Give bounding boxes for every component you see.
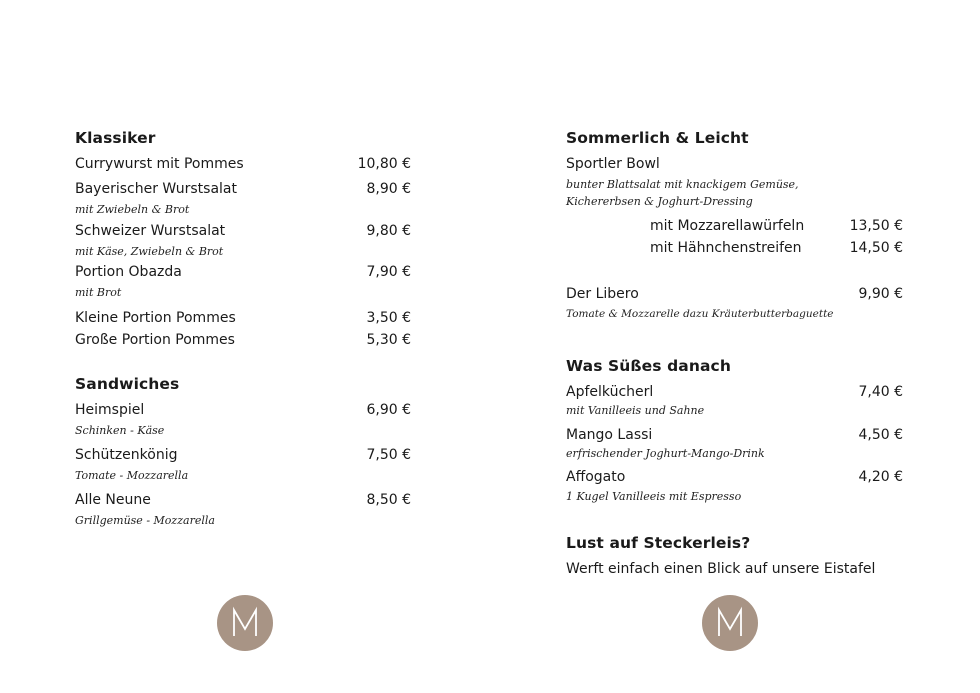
menu-item-price: 7,90 € (366, 264, 411, 280)
menu-item-price: 8,90 € (366, 181, 411, 197)
menu-item-price: 7,40 € (858, 384, 903, 400)
menu-item-price: 4,50 € (858, 427, 903, 443)
menu-item-name: Portion Obazda (75, 264, 182, 280)
section-title-suesses: Was Süßes danach (566, 357, 731, 375)
menu-item-description: Kichererbsen & Joghurt-Dressing (566, 195, 753, 208)
menu-item-name: Sportler Bowl (566, 156, 660, 172)
section-title-sandwiches: Sandwiches (75, 375, 180, 393)
menu-item-name: Alle Neune (75, 492, 151, 508)
menu-item-name: Heimspiel (75, 402, 145, 418)
menu-item-name: Der Libero (566, 286, 639, 302)
menu-item-description: Grillgemüse - Mozzarella (75, 514, 215, 527)
section-title-klassiker: Klassiker (75, 129, 156, 147)
menu-item-description: mit Vanilleeis und Sahne (566, 404, 705, 417)
menu-item-name: Currywurst mit Pommes (75, 156, 244, 172)
menu-item-description: Schinken - Käse (75, 424, 165, 437)
menu-item-price: 9,90 € (858, 286, 903, 302)
menu-item-name: Große Portion Pommes (75, 332, 235, 348)
menu-item-name: Mango Lassi (566, 427, 653, 443)
menu-item-name: Bayerischer Wurstsalat (75, 181, 237, 197)
menu-item-price: 9,80 € (366, 223, 411, 239)
menu-option-price: 13,50 € (849, 218, 903, 234)
menu-item-price: 5,30 € (366, 332, 411, 348)
steckerleis-text: Werft einfach einen Blick auf unsere Eistafel (566, 561, 876, 577)
menu-item-price: 6,90 € (366, 402, 411, 418)
menu-item-description: Tomate & Mozzarelle dazu Kräuterbutterbaguette (566, 308, 834, 320)
section-title-steckerleis: Lust auf Steckerleis? (566, 534, 751, 552)
menu-option-name: mit Hähnchenstreifen (650, 240, 802, 256)
menu-item-name: Apfelkücherl (566, 384, 654, 400)
menu-item-price: 4,20 € (858, 469, 903, 485)
menu-item-description: mit Zwiebeln & Brot (75, 203, 190, 216)
menu-item-description: mit Brot (75, 286, 122, 299)
menu-item-price: 10,80 € (357, 156, 411, 172)
menu-item-description: 1 Kugel Vanilleeis mit Espresso (566, 490, 742, 503)
menu-option-price: 14,50 € (849, 240, 903, 256)
m-monogram-icon (217, 595, 273, 651)
menu-item-description: mit Käse, Zwiebeln & Brot (75, 245, 224, 258)
menu-item-description: erfrischender Joghurt-Mango-Drink (566, 447, 765, 460)
menu-item-name: Schweizer Wurstsalat (75, 223, 226, 239)
menu-option-name: mit Mozzarellawürfeln (650, 218, 805, 234)
m-monogram-icon (702, 595, 758, 651)
menu-item-name: Affogato (566, 469, 626, 485)
menu-item-price: 8,50 € (366, 492, 411, 508)
menu-item-description: Tomate - Mozzarella (75, 469, 189, 482)
menu-item-price: 7,50 € (366, 447, 411, 463)
menu-item-price: 3,50 € (366, 310, 411, 326)
section-title-sommerlich: Sommerlich & Leicht (566, 129, 749, 147)
menu-item-name: Schützenkönig (75, 447, 178, 463)
menu-item-description: bunter Blattsalat mit knackigem Gemüse, (566, 178, 799, 191)
menu-item-name: Kleine Portion Pommes (75, 310, 236, 326)
